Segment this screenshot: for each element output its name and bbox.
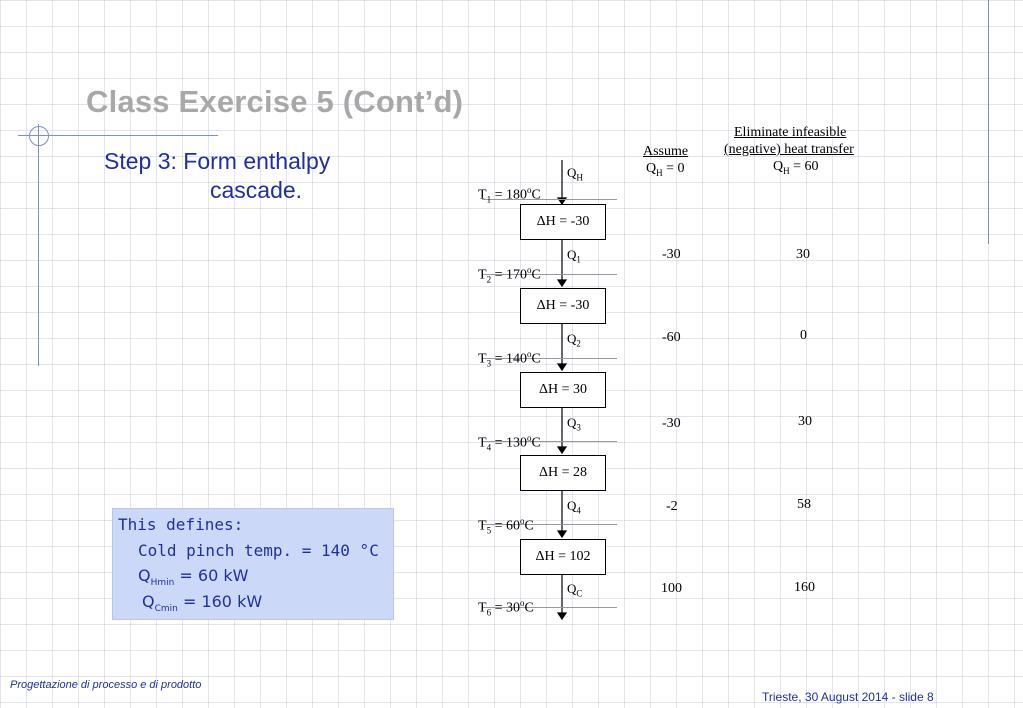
temperature-label: $T_5 = 60^oC$ [478,516,534,536]
enthalpy-interval-box: ΔH = 30 [520,372,606,408]
temperature-label: $T_2 = 170^oC$ [478,265,541,285]
eliminate-header-line1: Eliminate infeasible [734,125,847,140]
flow-label: $Q_2$ [567,331,581,349]
left-decor-line [38,124,39,366]
step-heading-line1: Step 3: Form enthalpy [104,148,331,174]
feasible-value: 160 [794,580,815,595]
enthalpy-interval-box: ΔH = 102 [520,539,606,575]
slide-title: Class Exercise 5 (Cont’d) [86,84,464,119]
assume-value: -30 [662,416,681,431]
footer-course: Progettazione di processo e di prodotto [10,679,202,691]
right-decor-line [988,0,989,244]
assume-value: 100 [661,581,682,596]
enthalpy-interval-box: ΔH = -30 [520,288,606,324]
flow-label: $Q_C$ [567,581,583,599]
temperature-label: $T_6 = 30^oC$ [478,598,534,618]
flow-label: $Q_3$ [567,415,581,433]
footer-slide-info: Trieste, 30 August 2014 - slide 8 [762,690,934,704]
feasible-value: 58 [797,497,811,512]
assume-value: -30 [662,247,681,262]
flow-label: $Q_4$ [567,498,581,516]
assume-qh: $Q_H = 0$ [646,161,685,178]
enthalpy-interval-box: ΔH = 28 [520,455,606,491]
assume-value: -2 [666,499,678,514]
summary-heading: This defines: [118,515,244,534]
feasible-value: 30 [796,247,810,262]
eliminate-header-line2: (negative) heat transfer [724,142,854,157]
enthalpy-interval-box: ΔH = -30 [520,204,606,240]
decor-circle [29,126,49,146]
feasible-value: 30 [798,414,812,429]
step-heading-line2: cascade. [210,177,303,203]
temperature-label: $T_3 = 140^oC$ [478,349,541,369]
summary-qcmin: $Q_{Cmin} = 160$ kW [142,592,263,615]
summary-pinch-temp: Cold pinch temp. = 140 °C [138,541,379,560]
feasible-value: 0 [800,328,807,343]
assume-header: Assume [643,144,689,159]
temperature-label: $T_1 = 180^oC$ [478,185,541,205]
flow-label: $Q_1$ [567,247,581,265]
eliminate-qh: $Q_H = 60$ [773,159,819,176]
flow-label-qh: $Q_H$ [567,165,583,183]
assume-value: -60 [662,330,681,345]
temperature-label: $T_4 = 130^oC$ [478,433,541,453]
summary-qhmin: $Q_{Hmin} = 60$ kW [138,566,249,589]
